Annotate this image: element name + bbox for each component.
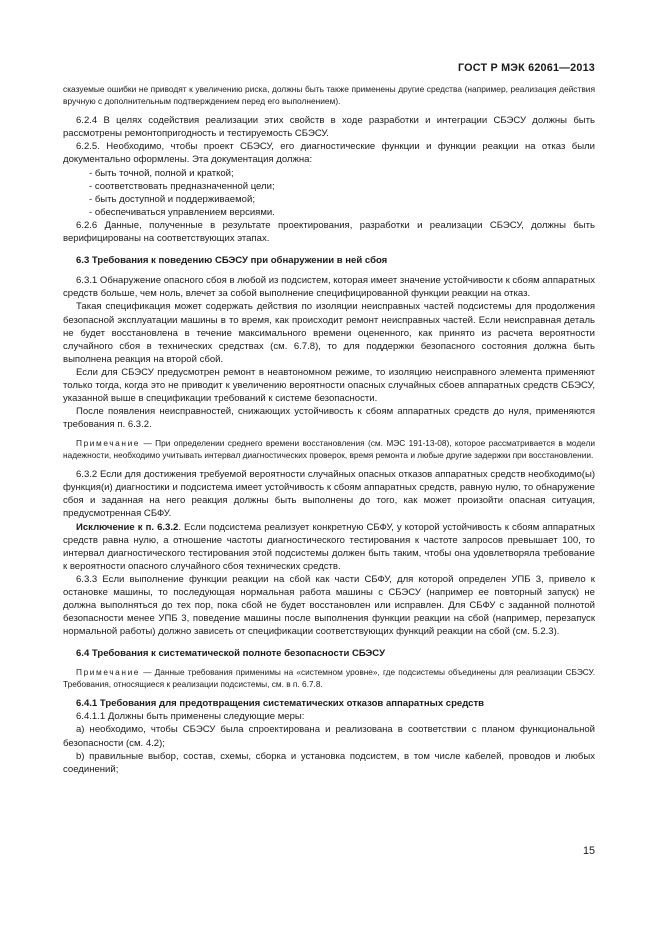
note-text: — При определении среднего времени восстановления (см. МЭС 191-13-08), которое рассматривается в модели надежности, необходимо учитывать интервал диагностических проверок, время ремонта и любые другие задержки при восстановлении. — [63, 438, 595, 460]
page-number: 15 — [582, 845, 595, 857]
note-label: Примечание — [76, 438, 141, 449]
paragraph-6-2-4: 6.2.4 В целях содействия реализации этих свойств в ходе разработки и интеграции СБЭСУ должны быть рассмотрены ремонтопригодность и тестируемость СБЭСУ. — [63, 115, 595, 140]
note-text: — Данные требования применимы на «системном уровне», где подсистемы объединены для реализации СБЭСУ. Требования, относящиеся к реализации подсистемы, см. в п. 6.7.8. — [63, 667, 595, 689]
list-item: - обеспечиваться управлением версиями. — [89, 206, 275, 218]
section-heading-6-4: 6.4 Требования к систематической полноте безопасности СБЭСУ — [76, 648, 386, 660]
page-content — [63, 84, 595, 776]
paragraph-6-3-2: 6.3.2 Если для достижения требуемой вероятности случайных опасных отказов аппаратных средств необходимо(ы) функция(и) диагностики и подсистема имеет устойчивость к сбоям аппаратных средств, равную нулю, то обнаружение сбоя и заданная на него реакция должны быть выполнены до того, как может произойти опасная ситуация, предусмотренная СБФУ. — [63, 469, 595, 520]
list-item-b: b) правильные выбор, состав, схемы, сборка и установка подсистем, в том числе кабелей, проводов и любых соединений; — [63, 750, 595, 775]
exception-text: . Если подсистема реализует конкретную СБФУ, у которой устойчивость к сбоям аппаратных средств равна нулю, а отношение частоты диагностического тестирования к частоте запросов превышает 100, то интервал диагностического тестирования этой подсистемы должен быть таким, чтобы она удовлетворяла требование к вероятности опасного случайного сбоя технических средств. — [63, 521, 595, 572]
paragraph-6-3-3: 6.3.3 Если выполнение функции реакции на сбой как части СБФУ, для которой определен УПБ 3, привело к остановке машины, то последующая нормальная работа машины с СБЭСУ (например ее повторный запуск) не должна выполняться до тех пор, пока сбой не будет восстановлен или исправлен. Для СБФУ с заданной полнотой безопасности менее УПБ 3, поведение машины после выполнения функции реакции на сбой (например, перезапуск нормальной работы) должно зависеть от спецификации соответствующих функций реакции на сбой (см. 5.2.3). — [63, 573, 595, 638]
paragraph-exception — [63, 521, 595, 573]
paragraph-6-2-5: 6.2.5. Необходимо, чтобы проект СБЭСУ, его диагностические функции и функции реакции на отказ были документально оформлены. Эта документация должна: — [63, 141, 595, 166]
paragraph-6-4-1-1: 6.4.1.1 Должны быть применены следующие меры: — [76, 711, 305, 723]
exception-label: Исключение к п. 6.3.2 — [76, 521, 179, 533]
paragraph: Если для СБЭСУ предусмотрен ремонт в неавтономном режиме, то изоляцию неисправного элемента применяют только тогда, когда это не приводит к увеличению вероятности опасных случайных сбоев аппаратных средств СБЭСУ, указанной выше в спецификации требований к системе безопасности. — [63, 366, 595, 405]
list-item: - соответствовать предназначенной цели; — [89, 180, 275, 192]
section-heading-6-4-1: 6.4.1 Требования для предотвращения систематических отказов аппаратных средств — [76, 698, 485, 710]
note-1 — [63, 438, 595, 461]
note-2 — [63, 667, 595, 690]
section-heading-6-3: 6.3 Требования к поведению СБЭСУ при обнаружении в ней сбоя — [76, 255, 388, 267]
paragraph: Такая спецификация может содержать действия по изоляции неисправных частей подсистемы для продолжения безопасной эксплуатации машины в то время, как происходит ремонт неисправных частей. Если неисправная деталь не будет восстановлена в течение максимального времени оцененного, как принято из расчета вероятности случайного сбоя в технических средствах (см. 6.7.8), то для поддержки безопасного состояния должна быть выполнена реакция на второй сбой. — [63, 301, 595, 365]
paragraph-6-3-1: 6.3.1 Обнаружение опасного сбоя в любой из подсистем, которая имеет значение устойчивости к сбоям аппаратных средств больше, чем ноль, влечет за собой выполнение специфицированной функции реакции на отказ. — [63, 275, 595, 300]
paragraph-6-2-6: 6.2.6 Данные, полученные в результате проектирования, разработки и реализации СБЭСУ, должны быть верифицированы на соответствующих этапах. — [63, 219, 595, 245]
list-item: - быть точной, полной и краткой; — [89, 167, 234, 179]
paragraph: После появления неисправностей, снижающих устойчивость к сбоям аппаратных средств до нуля, применяются требования п. 6.3.2. — [63, 406, 595, 431]
documentation-requirements-list — [63, 167, 595, 219]
list-item: - быть доступной и поддерживаемой; — [89, 193, 255, 205]
paragraph-continuation: сказуемые ошибки не приводят к увеличению риска, должны быть также применены другие средства (например, реализация действия вручную с дополнительным подтверждением перед его выполнением). — [63, 84, 595, 106]
note-label: Примечание — [76, 667, 141, 678]
document-code-header: ГОСТ Р МЭК 62061—2013 — [457, 62, 595, 74]
list-item-a: a) необходимо, чтобы СБЭСУ была спроектирована и реализована в соответствии с планом функциональной безопасности (см. 4.2); — [63, 724, 595, 749]
